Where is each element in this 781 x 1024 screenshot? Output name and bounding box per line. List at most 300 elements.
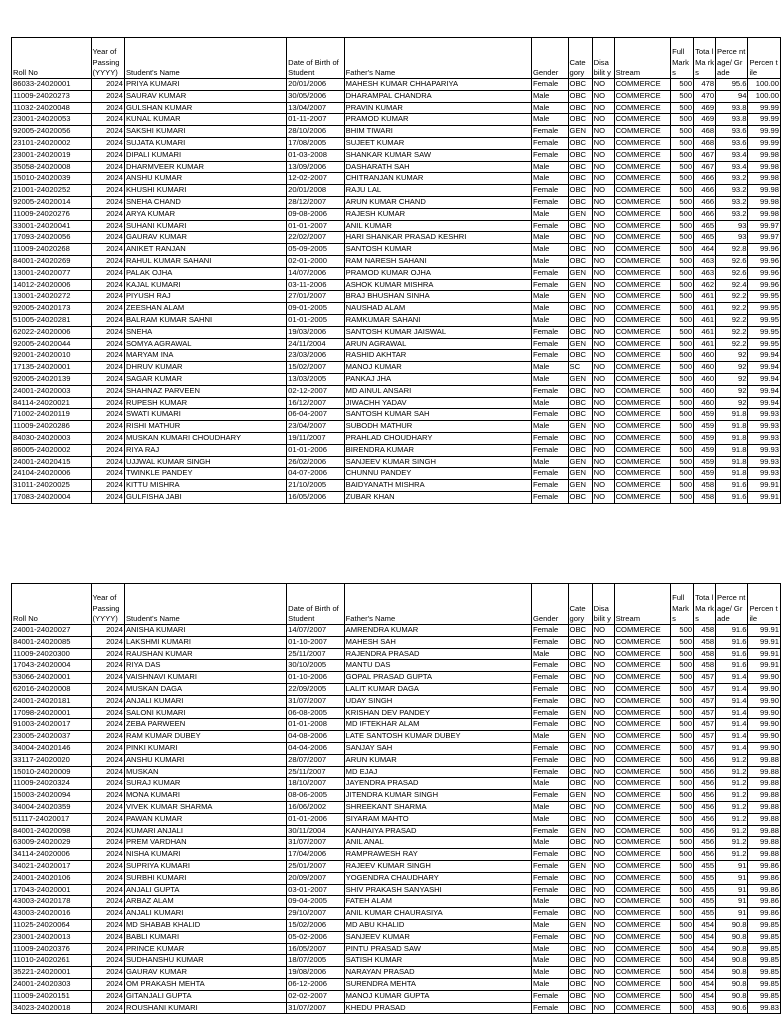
cell-year: 2024 [91, 314, 124, 326]
cell-stream: COMMERCE [614, 421, 670, 433]
cell-percentile: 99.93 [748, 409, 781, 421]
cell-year: 2024 [91, 908, 124, 920]
cell-percentile: 99.98 [748, 196, 781, 208]
cell-percentage: 93.6 [716, 126, 748, 138]
cell-father-name: RAJESH KUMAR [344, 208, 531, 220]
cell-roll-no: 84030-24020003 [12, 432, 92, 444]
cell-percentage: 91.2 [716, 801, 748, 813]
cell-full-marks: 500 [671, 742, 694, 754]
cell-year: 2024 [91, 102, 124, 114]
cell-gender: Male [531, 314, 568, 326]
cell-roll-no: 92005-24020173 [12, 303, 92, 315]
cell-roll-no: 24001-24020181 [12, 695, 92, 707]
cell-percentile: 99.88 [748, 778, 781, 790]
cell-category: OBC [568, 754, 592, 766]
cell-gender: Male [531, 919, 568, 931]
cell-disability: NO [592, 825, 614, 837]
cell-year: 2024 [91, 161, 124, 173]
table-row [12, 1002, 781, 1014]
cell-full-marks: 500 [671, 385, 694, 397]
cell-roll-no: 23101-24020002 [12, 137, 92, 149]
cell-dob: 25/01/2007 [287, 860, 345, 872]
cell-category: GEN [568, 421, 592, 433]
cell-percentile: 99.97 [748, 232, 781, 244]
cell-full-marks: 500 [671, 884, 694, 896]
cell-category: GEN [568, 919, 592, 931]
cell-full-marks: 500 [671, 173, 694, 185]
cell-roll-no: 71002-24020119 [12, 409, 92, 421]
cell-year: 2024 [91, 849, 124, 861]
cell-full-marks: 500 [671, 990, 694, 1002]
cell-percentage: 93 [716, 220, 748, 232]
cell-gender: Female [531, 149, 568, 161]
cell-percentile: 99.85 [748, 919, 781, 931]
table-row [12, 919, 781, 931]
cell-disability: NO [592, 625, 614, 637]
cell-stream: COMMERCE [614, 303, 670, 315]
cell-percentage: 93.4 [716, 161, 748, 173]
cell-disability: NO [592, 444, 614, 456]
cell-percentile: 99.90 [748, 707, 781, 719]
cell-father-name: SUJEET KUMAR [344, 137, 531, 149]
cell-total-marks: 453 [694, 1002, 716, 1014]
cell-percentage: 92.8 [716, 244, 748, 256]
cell-father-name: SANJEEV KUMAR [344, 931, 531, 943]
cell-father-name: LALIT KUMAR DAGA [344, 683, 531, 695]
table-row [12, 79, 781, 91]
cell-percentile: 99.90 [748, 731, 781, 743]
cell-roll-no: 43003-24020016 [12, 908, 92, 920]
cell-student-name: RAM KUMAR DUBEY [124, 731, 286, 743]
cell-roll-no: 17135-24020001 [12, 362, 92, 374]
cell-full-marks: 500 [671, 137, 694, 149]
cell-father-name: SANJAY SAH [344, 742, 531, 754]
cell-percentage: 91.8 [716, 421, 748, 433]
cell-dob: 03-11-2006 [287, 279, 345, 291]
cell-student-name: ANISHA KUMARI [124, 625, 286, 637]
cell-percentage: 91.4 [716, 683, 748, 695]
cell-dob: 17/04/2006 [287, 849, 345, 861]
cell-disability: NO [592, 232, 614, 244]
table-row [12, 303, 781, 315]
cell-category: OBC [568, 90, 592, 102]
table-row [12, 373, 781, 385]
cell-dob: 16/05/2006 [287, 491, 345, 503]
cell-student-name: PRIYA KUMARI [124, 79, 286, 91]
cell-year: 2024 [91, 362, 124, 374]
cell-full-marks: 500 [671, 719, 694, 731]
cell-student-name: SHAHNAZ PARVEEN [124, 385, 286, 397]
cell-full-marks: 500 [671, 896, 694, 908]
cell-disability: NO [592, 208, 614, 220]
cell-student-name: RAHUL KUMAR SAHANI [124, 255, 286, 267]
cell-dob: 28/10/2006 [287, 126, 345, 138]
cell-percentage: 92 [716, 385, 748, 397]
cell-percentage: 93.2 [716, 185, 748, 197]
cell-father-name: BIRENDRA KUMAR [344, 444, 531, 456]
cell-total-marks: 460 [694, 397, 716, 409]
cell-stream: COMMERCE [614, 801, 670, 813]
cell-percentile: 99.86 [748, 872, 781, 884]
cell-full-marks: 500 [671, 849, 694, 861]
cell-full-marks: 500 [671, 255, 694, 267]
cell-father-name: BRAJ BHUSHAN SINHA [344, 291, 531, 303]
cell-roll-no: 11009-24020376 [12, 943, 92, 955]
cell-gender: Male [531, 896, 568, 908]
cell-total-marks: 465 [694, 220, 716, 232]
header-percentile: Percen tile [748, 584, 781, 625]
cell-year: 2024 [91, 173, 124, 185]
cell-category: OBC [568, 896, 592, 908]
cell-category: OBC [568, 660, 592, 672]
cell-father-name: SATISH KUMAR [344, 955, 531, 967]
cell-category: OBC [568, 185, 592, 197]
table-row [12, 943, 781, 955]
cell-gender: Male [531, 114, 568, 126]
table-row [12, 244, 781, 256]
cell-gender: Female [531, 480, 568, 492]
cell-year: 2024 [91, 943, 124, 955]
cell-percentile: 100.00 [748, 79, 781, 91]
cell-total-marks: 456 [694, 825, 716, 837]
table-row [12, 468, 781, 480]
cell-dob: 01-01-2007 [287, 220, 345, 232]
cell-student-name: ZEBA PARWEEN [124, 719, 286, 731]
cell-percentile: 99.95 [748, 291, 781, 303]
table-row [12, 338, 781, 350]
cell-category: OBC [568, 161, 592, 173]
cell-roll-no: 34114-24020006 [12, 849, 92, 861]
cell-category: GEN [568, 279, 592, 291]
cell-dob: 16/12/2007 [287, 397, 345, 409]
cell-percentile: 99.97 [748, 220, 781, 232]
header-total-marks: Tota l Ma rks [694, 584, 716, 625]
cell-percentage: 91.6 [716, 660, 748, 672]
table-row [12, 636, 781, 648]
cell-disability: NO [592, 114, 614, 126]
cell-roll-no: 92005-24020139 [12, 373, 92, 385]
cell-dob: 01-11-2007 [287, 114, 345, 126]
cell-percentage: 91.4 [716, 672, 748, 684]
cell-year: 2024 [91, 208, 124, 220]
table-row [12, 908, 781, 920]
cell-roll-no: 92005-24020044 [12, 338, 92, 350]
cell-year: 2024 [91, 896, 124, 908]
cell-year: 2024 [91, 303, 124, 315]
cell-year: 2024 [91, 456, 124, 468]
cell-percentage: 92.2 [716, 314, 748, 326]
cell-father-name: CHITRANJAN KUMAR [344, 173, 531, 185]
cell-gender: Male [531, 955, 568, 967]
cell-student-name: SAURAV KUMAR [124, 90, 286, 102]
cell-roll-no: 84001-24020085 [12, 636, 92, 648]
cell-dob: 01-01-2008 [287, 719, 345, 731]
cell-dob: 28/07/2007 [287, 754, 345, 766]
cell-full-marks: 500 [671, 707, 694, 719]
table-row [12, 220, 781, 232]
cell-percentile: 99.96 [748, 267, 781, 279]
cell-total-marks: 466 [694, 185, 716, 197]
cell-category: OBC [568, 385, 592, 397]
cell-student-name: SOMYA AGRAWAL [124, 338, 286, 350]
cell-full-marks: 500 [671, 1002, 694, 1014]
cell-year: 2024 [91, 409, 124, 421]
cell-roll-no: 51117-24020017 [12, 813, 92, 825]
cell-percentage: 93.4 [716, 149, 748, 161]
cell-student-name: VIVEK KUMAR SHARMA [124, 801, 286, 813]
cell-gender: Male [531, 837, 568, 849]
cell-total-marks: 459 [694, 409, 716, 421]
cell-father-name: MD EJAJ [344, 766, 531, 778]
table-row [12, 126, 781, 138]
cell-full-marks: 500 [671, 185, 694, 197]
cell-percentage: 91.2 [716, 754, 748, 766]
table-row [12, 185, 781, 197]
cell-year: 2024 [91, 255, 124, 267]
cell-father-name: MD IFTEKHAR ALAM [344, 719, 531, 731]
cell-stream: COMMERCE [614, 860, 670, 872]
cell-year: 2024 [91, 801, 124, 813]
cell-gender: Female [531, 742, 568, 754]
cell-roll-no: 11009-24020300 [12, 648, 92, 660]
cell-category: OBC [568, 491, 592, 503]
cell-gender: Male [531, 232, 568, 244]
cell-gender: Female [531, 625, 568, 637]
cell-full-marks: 500 [671, 491, 694, 503]
cell-gender: Female [531, 432, 568, 444]
cell-percentile: 99.86 [748, 908, 781, 920]
cell-father-name: SIYARAM MAHTO [344, 813, 531, 825]
cell-category: OBC [568, 943, 592, 955]
cell-full-marks: 500 [671, 444, 694, 456]
cell-disability: NO [592, 943, 614, 955]
header-category: Cate gory [568, 584, 592, 625]
cell-percentage: 91 [716, 884, 748, 896]
cell-category: GEN [568, 731, 592, 743]
cell-category: OBC [568, 444, 592, 456]
cell-stream: COMMERCE [614, 432, 670, 444]
cell-percentage: 91.8 [716, 409, 748, 421]
cell-total-marks: 458 [694, 660, 716, 672]
cell-gender: Female [531, 908, 568, 920]
cell-student-name: MUSKAN [124, 766, 286, 778]
cell-total-marks: 456 [694, 837, 716, 849]
cell-disability: NO [592, 955, 614, 967]
cell-year: 2024 [91, 196, 124, 208]
cell-percentile: 99.95 [748, 338, 781, 350]
table-row [12, 813, 781, 825]
cell-disability: NO [592, 409, 614, 421]
cell-percentile: 99.95 [748, 303, 781, 315]
table-row [12, 291, 781, 303]
table-row [12, 849, 781, 861]
cell-full-marks: 500 [671, 695, 694, 707]
cell-category: OBC [568, 742, 592, 754]
table-row [12, 766, 781, 778]
cell-stream: COMMERCE [614, 719, 670, 731]
header-full-marks: Full Mark s [671, 584, 694, 625]
cell-gender: Female [531, 468, 568, 480]
cell-percentage: 91.6 [716, 625, 748, 637]
cell-percentile: 99.98 [748, 173, 781, 185]
cell-percentile: 99.90 [748, 719, 781, 731]
cell-year: 2024 [91, 267, 124, 279]
cell-dob: 06-12-2006 [287, 978, 345, 990]
cell-percentile: 99.88 [748, 837, 781, 849]
table-row [12, 314, 781, 326]
table-row [12, 672, 781, 684]
cell-gender: Female [531, 707, 568, 719]
cell-category: OBC [568, 244, 592, 256]
table-row [12, 778, 781, 790]
cell-percentile: 99.94 [748, 350, 781, 362]
cell-category: OBC [568, 837, 592, 849]
cell-category: OBC [568, 432, 592, 444]
cell-student-name: PINKI KUMARI [124, 742, 286, 754]
cell-percentile: 99.85 [748, 943, 781, 955]
cell-dob: 06-04-2007 [287, 409, 345, 421]
cell-stream: COMMERCE [614, 161, 670, 173]
cell-dob: 30/10/2005 [287, 660, 345, 672]
cell-student-name: BALRAM KUMAR SAHNI [124, 314, 286, 326]
cell-full-marks: 500 [671, 837, 694, 849]
cell-percentage: 91.6 [716, 636, 748, 648]
cell-percentile: 99.94 [748, 385, 781, 397]
cell-student-name: UJJWAL KUMAR SINGH [124, 456, 286, 468]
cell-stream: COMMERCE [614, 849, 670, 861]
cell-full-marks: 500 [671, 955, 694, 967]
cell-disability: NO [592, 432, 614, 444]
cell-percentile: 99.88 [748, 849, 781, 861]
cell-percentile: 99.88 [748, 825, 781, 837]
cell-year: 2024 [91, 326, 124, 338]
cell-year: 2024 [91, 185, 124, 197]
cell-stream: COMMERCE [614, 908, 670, 920]
header-gender: Gender [531, 38, 568, 79]
cell-father-name: ANIL ANAL [344, 837, 531, 849]
cell-disability: NO [592, 196, 614, 208]
cell-gender: Female [531, 220, 568, 232]
cell-year: 2024 [91, 695, 124, 707]
cell-father-name: DASHARATH SAH [344, 161, 531, 173]
cell-stream: COMMERCE [614, 385, 670, 397]
cell-disability: NO [592, 813, 614, 825]
cell-percentile: 99.96 [748, 255, 781, 267]
cell-student-name: RUPESH KUMAR [124, 397, 286, 409]
cell-year: 2024 [91, 860, 124, 872]
cell-category: GEN [568, 468, 592, 480]
cell-year: 2024 [91, 397, 124, 409]
header-percentile: Percen tile [748, 38, 781, 79]
cell-percentile: 99.94 [748, 397, 781, 409]
cell-category: OBC [568, 990, 592, 1002]
cell-gender: Female [531, 409, 568, 421]
cell-roll-no: 92001-24020010 [12, 350, 92, 362]
cell-percentage: 92.6 [716, 267, 748, 279]
cell-gender: Female [531, 754, 568, 766]
cell-full-marks: 500 [671, 291, 694, 303]
table-row [12, 267, 781, 279]
cell-category: OBC [568, 137, 592, 149]
cell-student-name: DHARMVEER KUMAR [124, 161, 286, 173]
table-row [12, 456, 781, 468]
cell-percentile: 99.85 [748, 978, 781, 990]
cell-stream: COMMERCE [614, 636, 670, 648]
cell-full-marks: 500 [671, 778, 694, 790]
cell-category: OBC [568, 778, 592, 790]
cell-full-marks: 500 [671, 978, 694, 990]
cell-gender: Female [531, 1002, 568, 1014]
cell-roll-no: 17098-24020001 [12, 707, 92, 719]
cell-disability: NO [592, 967, 614, 979]
cell-gender: Female [531, 860, 568, 872]
header-disability: Disa bilit y [592, 38, 614, 79]
cell-stream: COMMERCE [614, 102, 670, 114]
cell-disability: NO [592, 672, 614, 684]
cell-percentile: 99.95 [748, 314, 781, 326]
cell-gender: Male [531, 778, 568, 790]
cell-student-name: PAWAN KUMAR [124, 813, 286, 825]
cell-student-name: VAISHNAVI KUMARI [124, 672, 286, 684]
cell-year: 2024 [91, 731, 124, 743]
cell-disability: NO [592, 978, 614, 990]
cell-stream: COMMERCE [614, 79, 670, 91]
cell-full-marks: 500 [671, 208, 694, 220]
cell-full-marks: 500 [671, 872, 694, 884]
cell-percentile: 99.86 [748, 884, 781, 896]
cell-disability: NO [592, 385, 614, 397]
table-row [12, 860, 781, 872]
cell-year: 2024 [91, 232, 124, 244]
cell-dob: 13/03/2005 [287, 373, 345, 385]
cell-year: 2024 [91, 244, 124, 256]
cell-roll-no: 34021-24020017 [12, 860, 92, 872]
cell-disability: NO [592, 754, 614, 766]
cell-full-marks: 500 [671, 943, 694, 955]
cell-year: 2024 [91, 837, 124, 849]
cell-total-marks: 469 [694, 102, 716, 114]
cell-roll-no: 62022-24020006 [12, 326, 92, 338]
cell-year: 2024 [91, 707, 124, 719]
cell-percentage: 91.2 [716, 825, 748, 837]
cell-disability: NO [592, 102, 614, 114]
cell-category: OBC [568, 967, 592, 979]
table-row [12, 385, 781, 397]
cell-student-name: BABLI KUMARI [124, 931, 286, 943]
cell-year: 2024 [91, 884, 124, 896]
cell-gender: Female [531, 660, 568, 672]
cell-stream: COMMERCE [614, 279, 670, 291]
cell-full-marks: 500 [671, 79, 694, 91]
cell-full-marks: 500 [671, 303, 694, 315]
cell-total-marks: 457 [694, 707, 716, 719]
cell-roll-no: 35221-24020001 [12, 967, 92, 979]
table-row [12, 362, 781, 374]
cell-gender: Male [531, 813, 568, 825]
cell-category: OBC [568, 232, 592, 244]
cell-disability: NO [592, 719, 614, 731]
cell-father-name: SANTOSH KUMAR JAISWAL [344, 326, 531, 338]
cell-student-name: SUHANI KUMARI [124, 220, 286, 232]
cell-dob: 19/03/2006 [287, 326, 345, 338]
cell-dob: 06-08-2005 [287, 707, 345, 719]
cell-stream: COMMERCE [614, 114, 670, 126]
cell-total-marks: 465 [694, 232, 716, 244]
cell-dob: 13/09/2006 [287, 161, 345, 173]
cell-percentage: 91.6 [716, 491, 748, 503]
cell-disability: NO [592, 291, 614, 303]
cell-disability: NO [592, 244, 614, 256]
